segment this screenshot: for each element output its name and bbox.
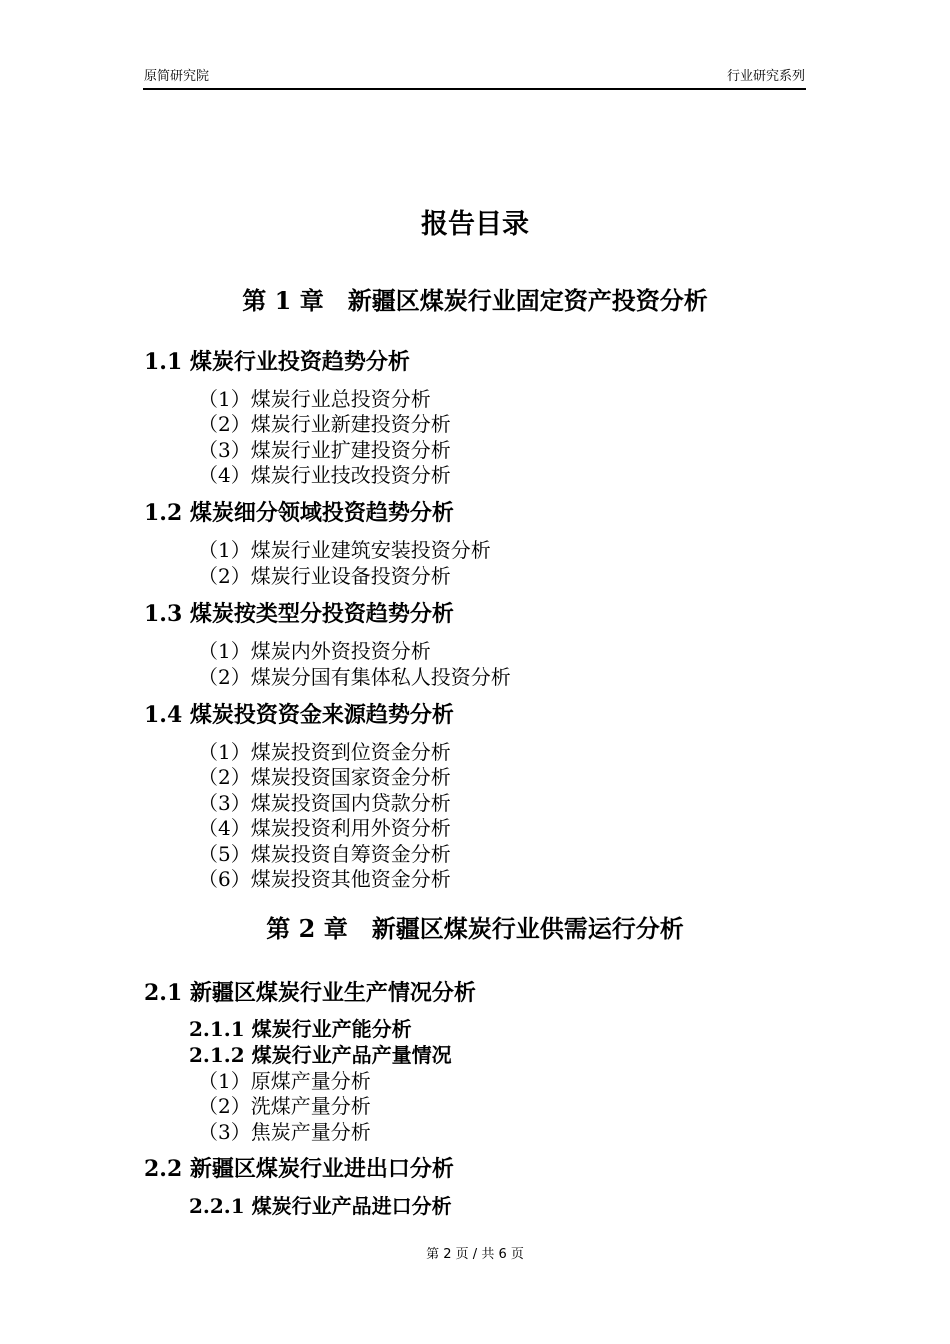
chapter-1-heading: 第 1 章 新疆区煤炭行业固定资产投资分析 [242,286,708,315]
toc-item: （5）煤炭投资自筹资金分析 [198,842,451,866]
page-header [143,68,806,90]
header-series-name: 行业研究系列 [726,69,805,84]
toc-item: （1）煤炭投资到位资金分析 [198,740,451,764]
toc-item: （2）煤炭分国有集体私人投资分析 [198,665,511,689]
page-number: 第 2 页 / 共 6 页 [426,1247,524,1262]
section-1-1-heading: 1.1 煤炭行业投资趋势分析 [144,349,410,375]
chapter-2-heading: 第 2 章 新疆区煤炭行业供需运行分析 [266,914,684,943]
subsection-2-1-2-heading: 2.1.2 煤炭行业产品产量情况 [189,1043,452,1067]
toc-item: （1）煤炭行业建筑安装投资分析 [198,538,491,562]
toc-item: （6）煤炭投资其他资金分析 [198,867,451,891]
section-1-4-heading: 1.4 煤炭投资资金来源趋势分析 [144,702,454,728]
toc-item: （2）煤炭行业设备投资分析 [198,564,451,588]
section-1-2-heading: 1.2 煤炭细分领域投资趋势分析 [144,500,454,526]
toc-item: （4）煤炭行业技改投资分析 [198,463,451,487]
toc-item: （3）煤炭行业扩建投资分析 [198,438,451,462]
subsection-2-1-1-heading: 2.1.1 煤炭行业产能分析 [189,1017,412,1041]
toc-item: （3）焦炭产量分析 [198,1120,371,1144]
header-org-name: 原简研究院 [144,69,210,84]
toc-item: （4）煤炭投资利用外资分析 [198,816,451,840]
toc-item: （2）煤炭投资国家资金分析 [198,765,451,789]
report-title: 报告目录 [421,209,529,240]
toc-item: （3）煤炭投资国内贷款分析 [198,791,451,815]
toc-item: （1）煤炭行业总投资分析 [198,387,431,411]
toc-item: （2）洗煤产量分析 [198,1094,371,1118]
toc-item: （2）煤炭行业新建投资分析 [198,412,451,436]
toc-item: （1）原煤产量分析 [198,1069,371,1093]
toc-item: （1）煤炭内外资投资分析 [198,639,431,663]
section-1-3-heading: 1.3 煤炭按类型分投资趋势分析 [144,601,454,627]
section-2-1-heading: 2.1 新疆区煤炭行业生产情况分析 [144,980,476,1006]
subsection-2-2-1-heading: 2.2.1 煤炭行业产品进口分析 [189,1194,452,1218]
section-2-2-heading: 2.2 新疆区煤炭行业进出口分析 [144,1156,454,1182]
